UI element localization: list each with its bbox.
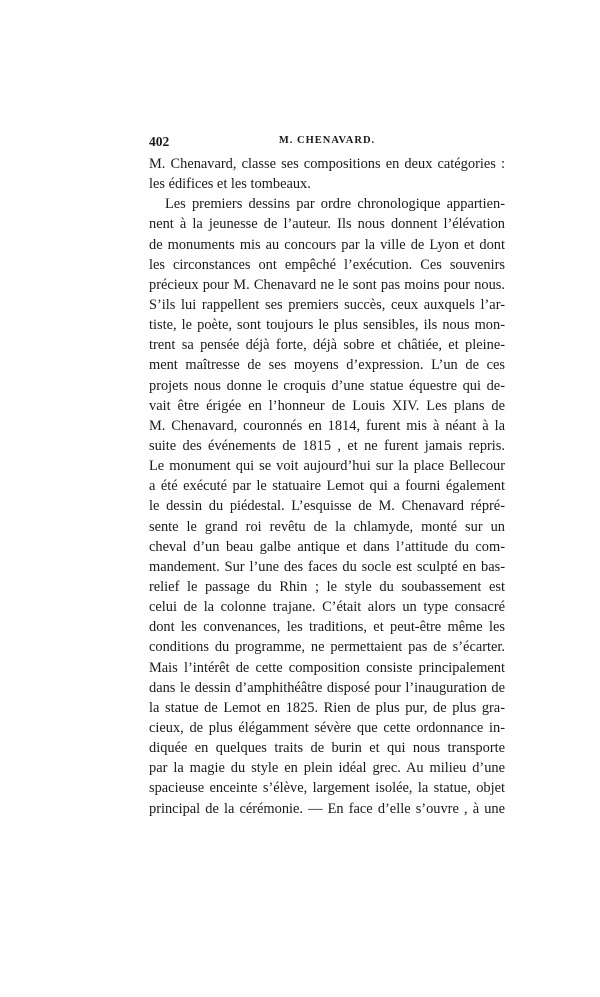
paragraph-start-line: Les premiers dessins par ordre chronologique appartien-: [165, 196, 505, 213]
text-line: a été exécuté par le statuaire Lemot qui a fourni également: [149, 478, 505, 495]
text-line: projets nous donne le croquis d’une statue équestre qui de-: [149, 377, 505, 394]
text-line: mandement. Sur l’une des faces du socle est sculpté en bas-: [149, 558, 505, 575]
text-line: le dessin du piédestal. L’esquisse de M. Chenavard répré-: [149, 498, 505, 515]
text-line: celui de la colonne trajane. C’était alors un type consacré: [149, 599, 505, 616]
text-line: Mais l’intérêt de cette composition consiste principalement: [149, 659, 505, 676]
text-line: relief le passage du Rhin ; le style du soubassement est: [149, 578, 505, 595]
text-line: suite des événements de 1815 , et ne furent jamais repris.: [149, 437, 505, 454]
text-line: nent à la jeunesse de l’auteur. Ils nous donnent l’élévation: [149, 216, 505, 233]
text-line: précieux pour M. Chenavard ne le sont pas moins pour nous.: [149, 276, 505, 293]
text-line: M. Chenavard, couronnés en 1814, furent mis à néant à la: [149, 417, 505, 434]
text-line: tiste, le poète, sont toujours le plus sensibles, ils nous mon-: [149, 317, 505, 334]
text-line: la statue de Lemot en 1825. Rien de plus pur, de plus gra-: [149, 699, 505, 716]
body-text: [149, 154, 505, 819]
text-line: les circonstances ont empêché l’exécution. Ces souvenirs: [149, 256, 505, 273]
running-header: [149, 134, 505, 154]
text-line: dans le dessin d’amphithéâtre disposé pour l’inauguration de: [149, 679, 505, 696]
text-line: Le monument qui se voit aujourd’hui sur la place Bellecour: [149, 458, 505, 475]
page-number: 402: [149, 134, 170, 149]
text-line: dont les convenances, les traditions, et peut-être même les: [149, 619, 505, 636]
text-line: vait être érigée en l’honneur de Louis XIV. Les plans de: [149, 397, 505, 414]
text-line: sente le grand roi revêtu de la chlamyde, monté sur un: [149, 518, 505, 535]
text-line: de monuments mis au concours par la ville de Lyon et dont: [149, 236, 505, 253]
text-line: conditions du programme, ne permettaient pas de s’écarter.: [149, 639, 505, 656]
book-page: [149, 134, 505, 819]
running-title: M. CHENAVARD.: [278, 135, 376, 146]
text-line: ment maîtresse de ses moyens d’expression. L’un de ces: [149, 357, 505, 374]
text-line: spacieuse enceinte s’élève, largement isolée, la statue, objet: [149, 780, 505, 797]
text-line: cieux, de plus élégamment sévère que cette ordonnance in-: [149, 719, 505, 736]
text-line: les édifices et les tombeaux.: [149, 176, 311, 193]
text-line: par la magie du style en plein idéal grec. Au milieu d’une: [149, 760, 505, 777]
text-line: trent sa pensée déjà forte, déjà sobre et châtiée, et pleine-: [149, 337, 505, 354]
text-line: S’ils lui rappellent ses premiers succès, ceux auxquels l’ar-: [149, 296, 505, 313]
text-line: M. Chenavard, classe ses compositions en deux catégories :: [149, 156, 505, 172]
text-line: cheval d’un beau galbe antique et dans l’attitude du com-: [149, 538, 505, 555]
text-line: diquée en quelques traits de burin et qui nous transporte: [149, 740, 505, 757]
text-line: principal de la cérémonie. — En face d’elle s’ouvre , à une: [149, 800, 505, 817]
